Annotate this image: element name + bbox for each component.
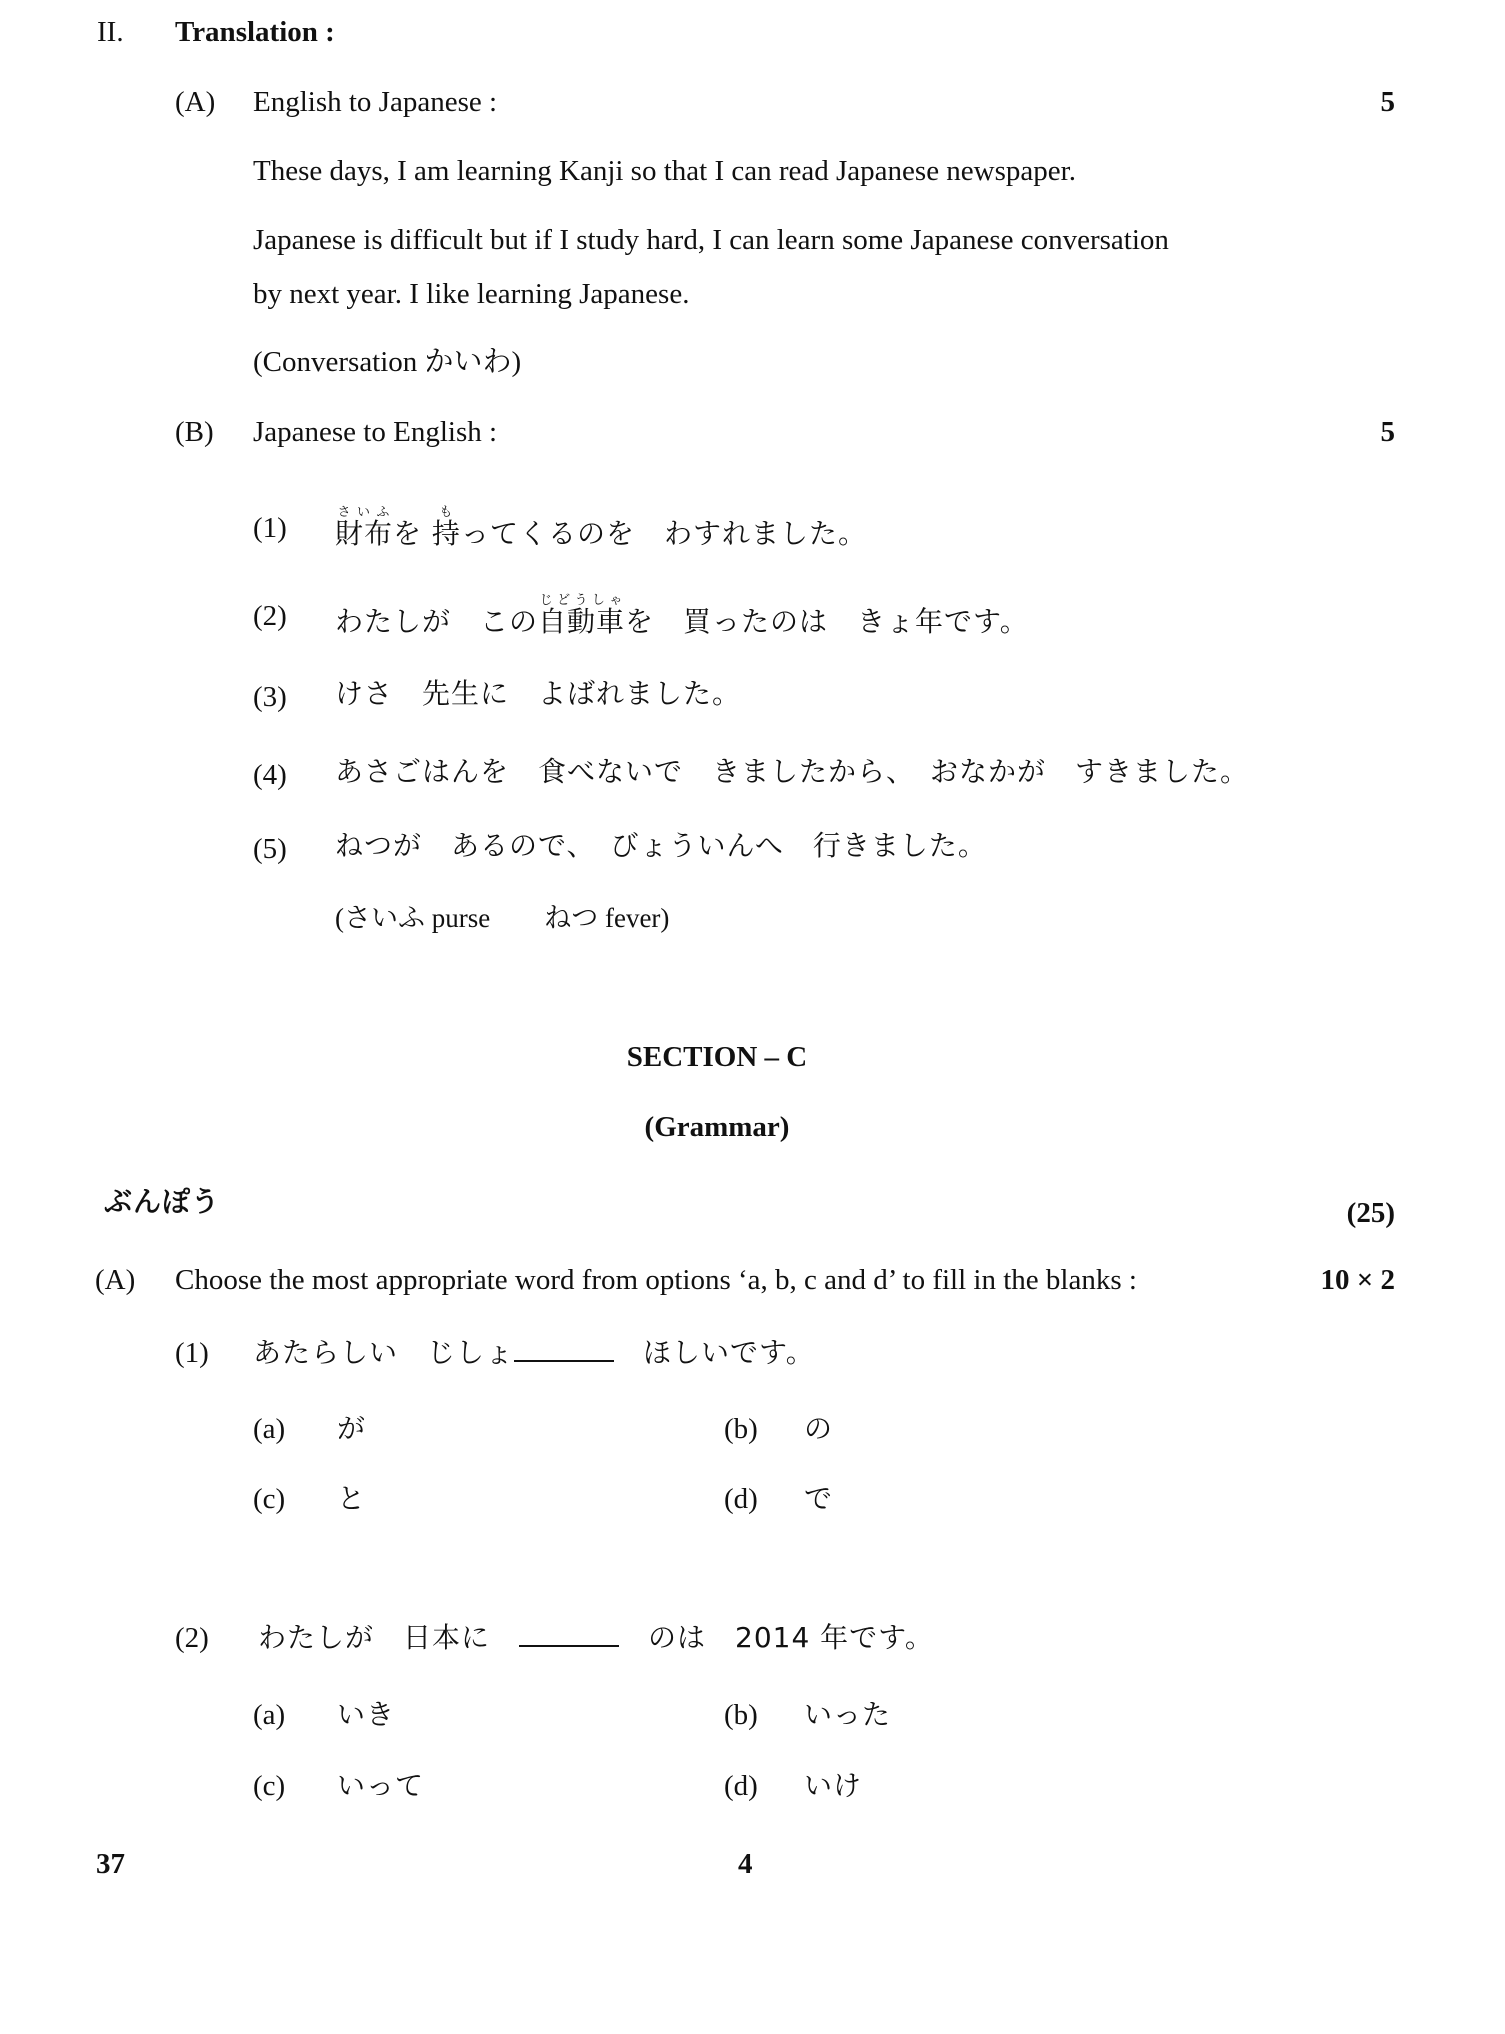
question-number: (1) xyxy=(175,1337,209,1369)
page-number: 4 xyxy=(738,1848,753,1880)
part-a-label: (A) xyxy=(175,86,216,118)
section-number: II. xyxy=(97,16,124,48)
ruby-word: 自動車じどうしゃ xyxy=(538,593,626,638)
paper-code: 37 xyxy=(96,1848,125,1880)
item-number: (1) xyxy=(253,512,287,544)
part-b-label: (B) xyxy=(175,416,214,448)
jp-sentence-4: あさごはんを 食べないで きましたから、 おなかが すきました。 xyxy=(335,755,1250,788)
option-text: が xyxy=(337,1412,367,1445)
question-marks: 10 × 2 xyxy=(1320,1264,1395,1296)
section-marks: (25) xyxy=(1346,1197,1395,1229)
option-label: (c) xyxy=(253,1770,286,1802)
jp-sentence-3: けさ 先生に よばれました。 xyxy=(335,677,742,710)
question-a-label: (A) xyxy=(95,1264,136,1296)
option-text: で xyxy=(804,1482,834,1515)
option-text: の xyxy=(804,1412,834,1445)
vocab-gloss: (Conversation かいわ) xyxy=(253,346,522,378)
question-text: あたらしい じしょ ほしいです。 xyxy=(253,1336,815,1369)
part-b-title: Japanese to English : xyxy=(253,416,498,448)
option-text: いって xyxy=(337,1769,425,1802)
option-text: と xyxy=(337,1482,367,1515)
option-text: いき xyxy=(337,1698,396,1731)
option-label: (b) xyxy=(724,1413,758,1445)
paragraph: Japanese is difficult but if I study hard, I can learn some Japanese conversation xyxy=(253,224,1169,256)
paragraph: These days, I am learning Kanji so that I can read Japanese newspaper. xyxy=(253,155,1076,187)
ruby-word: 財布さいふ xyxy=(335,505,394,550)
item-number: (5) xyxy=(253,833,287,865)
part-b-marks: 5 xyxy=(1380,416,1395,448)
item-number: (4) xyxy=(253,759,287,791)
option-label: (a) xyxy=(253,1413,286,1445)
jp-sentence-5: ねつが あるので、 びょういんへ 行きました。 xyxy=(335,829,987,862)
option-label: (a) xyxy=(253,1699,286,1731)
option-text: いった xyxy=(804,1698,892,1731)
section-title: Translation : xyxy=(175,16,335,48)
question-number: (2) xyxy=(175,1622,209,1654)
option-label: (d) xyxy=(724,1770,758,1802)
part-a-marks: 5 xyxy=(1380,86,1395,118)
paragraph: by next year. I like learning Japanese. xyxy=(253,278,690,310)
option-text: いけ xyxy=(804,1769,863,1802)
section-heading: SECTION – C xyxy=(626,1041,808,1073)
grammar-jp-title: ぶんぽう xyxy=(104,1185,221,1218)
ruby-word: 持も xyxy=(431,505,461,550)
option-label: (c) xyxy=(253,1483,286,1515)
option-label: (d) xyxy=(724,1483,758,1515)
answer-blank xyxy=(514,1338,614,1362)
item-number: (2) xyxy=(253,600,287,632)
section-subheading: (Grammar) xyxy=(644,1111,790,1143)
item-number: (3) xyxy=(253,681,287,713)
answer-blank xyxy=(519,1623,619,1647)
part-a-title: English to Japanese : xyxy=(253,86,498,118)
option-label: (b) xyxy=(724,1699,758,1731)
question-text: わたしが 日本に のは 2014 年です。 xyxy=(258,1621,934,1654)
question-instruction: Choose the most appropriate word from options ‘a, b, c and d’ to fill in the blanks : xyxy=(175,1264,1137,1296)
vocab-gloss: (さいふ purse ねつ fever) xyxy=(335,903,670,933)
